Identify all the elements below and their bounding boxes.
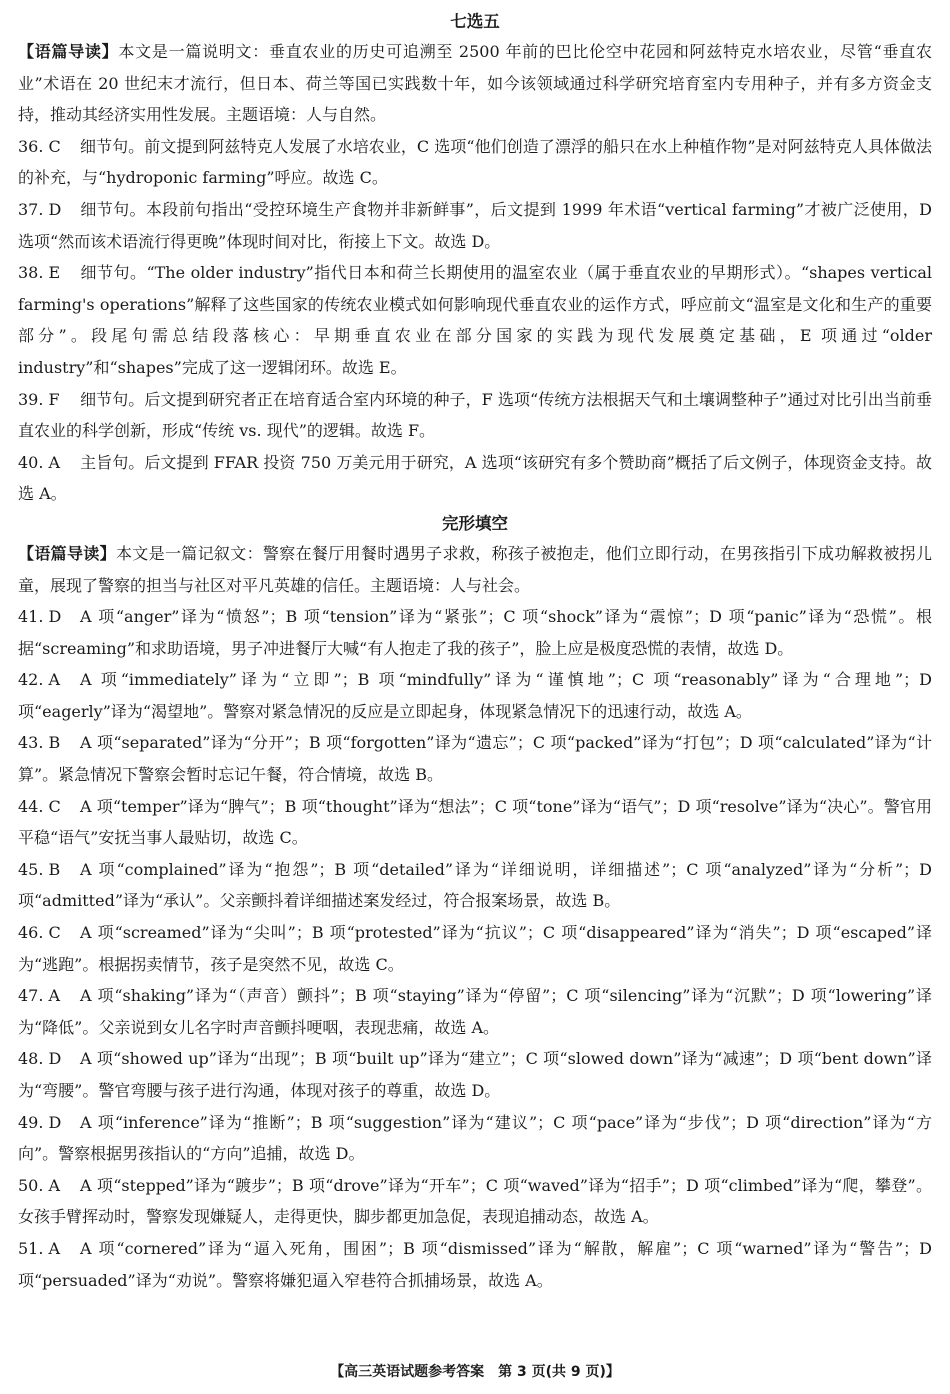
- answer-explanation: A 项“cornered”译为“逼入死角，围困”；B 项“dismissed”译为“解散，解雇”；C 项“warned”译为“警告”；D 项“persuaded”译为“劝说”。警察将嫌犯逼入窄巷符合抓捕场景，故选 A。: [18, 1238, 932, 1290]
- answer-explanation: 细节句。“The older industry”指代日本和荷兰长期使用的温室农业（属于垂直农业的早期形式）。“shapes vertical farming's operations”解释了这些国家的传统农业模式如何影响现代垂直农业的运作方式，呼应前文“温室是文化和生产的重要部分”。段尾句需总结段落核心：早期垂直农业在部分国家的实践为现代发展奠定基础，E 项通过“older industry”和“shapes”完成了这一逻辑闭环。故选 E。: [18, 263, 932, 377]
- section-title-qixuanwu: 七选五: [450, 12, 500, 31]
- answer-number: 39. F: [18, 389, 60, 409]
- answer-number: 41. D: [18, 607, 62, 627]
- answer-item: [18, 1107, 932, 1170]
- answer-item: [18, 917, 932, 980]
- section-title-wanxing: 完形填空: [442, 513, 508, 533]
- answer-explanation: A 项“complained”译为“抱怨”；B 项“detailed”译为“详细说明，详细描述”；C 项“analyzed”译为“分析”；D 项“admitted”译为“承认”。父亲颤抖着详细描述案发经过，符合报案场景，故选 B。: [18, 859, 932, 911]
- answer-item: [18, 1233, 932, 1296]
- answer-explanation: 细节句。前文提到阿兹特克人发展了水培农业，C 选项“他们创造了漂浮的船只在水上种植作物”是对阿兹特克人具体做法的补充，与“hydroponic farming”呼应。故选 C。: [18, 136, 932, 188]
- answer-explanation: A 项“shaking”译为“（声音）颤抖”；B 项“staying”译为“停留”；C 项“silencing”译为“沉默”；D 项“lowering”译为“降低”。父亲说到女儿名字时声音颤抖哽咽，表现悲痛，故选 A。: [18, 986, 932, 1037]
- page-content: [18, 8, 932, 1296]
- answer-number: 48. D: [18, 1049, 62, 1069]
- answer-number: 51. A: [18, 1238, 61, 1258]
- answer-list-wanxing: [18, 601, 932, 1296]
- answer-number: 46. C: [18, 923, 61, 943]
- answer-explanation: 主旨句。后文提到 FFAR 投资 750 万美元用于研究，A 选项“该研究有多个赞助商”概括了后文例子，体现资金支持。故选 A。: [18, 452, 932, 504]
- answer-explanation: 细节句。后文提到研究者正在培育适合室内环境的种子，F 选项“传统方法根据天气和土壤调整种子”通过对比引出当前垂直农业的科学创新，形成“传统 vs. 现代”的逻辑。故选 F。: [18, 389, 932, 441]
- answer-explanation: A 项“separated”译为“分开”；B 项“forgotten”译为“遗忘”；C 项“packed”译为“打包”；D 项“calculated”译为“计算”。紧急情况下警察会暂时忘记午餐，符合情境，故选 B。: [18, 733, 932, 785]
- answer-explanation: A 项“screamed”译为“尖叫”；B 项“protested”译为“抗议”；C 项“disappeared”译为“消失”；D 项“escaped”译为“逃跑”。根据拐卖情节，孩子是突然不见，故选 C。: [18, 923, 932, 974]
- page-footer: 【高三英语试题参考答案 第 3 页(共 9 页)】: [330, 1364, 620, 1380]
- reading-intro: [18, 538, 932, 601]
- answer-explanation: A 项“inference”译为“推断”；B 项“suggestion”译为“建议”；C 项“pace”译为“步伐”；D 项“direction”译为“方向”。警察根据男孩指认的“方向”追捕，故选 D。: [18, 1112, 932, 1164]
- answer-item: [18, 791, 932, 854]
- answer-explanation: A 项“stepped”译为“踱步”；B 项“drove”译为“开车”；C 项“waved”译为“招手”；D 项“climbed”译为“爬，攀登”。女孩手臂挥动时，警察发现嫌疑人，走得更快，脚步都更加急促，表现追捕动态，故选 A。: [18, 1175, 932, 1227]
- answer-explanation: A 项“showed up”译为“出现”；B 项“built up”译为“建立”；C 项“slowed down”译为“减速”；D 项“bent down”译为“弯腰”。警官弯腰与孩子进行沟通，体现对孩子的尊重，故选 D。: [18, 1049, 932, 1100]
- answer-number: 45. B: [18, 859, 61, 879]
- answer-list-qixuanwu: [18, 131, 932, 510]
- answer-number: 43. B: [18, 733, 61, 753]
- answer-item: [18, 384, 932, 447]
- answer-item: [18, 447, 932, 510]
- answer-item: [18, 980, 932, 1043]
- answer-item: [18, 601, 932, 664]
- answer-number: 42. A: [18, 670, 61, 690]
- intro-text: 本文是一篇记叙文：警察在餐厅用餐时遇男子求救，称孩子被抱走，他们立即行动，在男孩指引下成功解救被拐儿童，展现了警察的担当与社区对平凡英雄的信任。主题语境：人与社会。: [18, 543, 932, 595]
- answer-explanation: A 项“temper”译为“脾气”；B 项“thought”译为“想法”；C 项“tone”译为“语气”；D 项“resolve”译为“决心”。警官用平稳“语气”安抚当事人最贴切，故选 C。: [18, 796, 932, 848]
- answer-number: 37. D: [18, 199, 62, 219]
- answer-explanation: 细节句。本段前句指出“受控环境生产食物并非新鲜事”，后文提到 1999 年术语“vertical farming”才被广泛使用，D 选项“然而该术语流行得更晚”体现时间对比，衔接上下文。故选 D。: [18, 199, 932, 251]
- answer-number: 47. A: [18, 986, 61, 1006]
- answer-item: [18, 257, 932, 383]
- answer-number: 50. A: [18, 1175, 61, 1195]
- answer-number: 40. A: [18, 452, 61, 472]
- answer-item: [18, 131, 932, 194]
- answer-number: 38. E: [18, 263, 61, 283]
- answer-number: 49. D: [18, 1112, 62, 1132]
- answer-item: [18, 854, 932, 917]
- intro-text: 本文是一篇说明文：垂直农业的历史可追溯至 2500 年前的巴比伦空中花园和阿兹特克水培农业，尽管“垂直农业”术语在 20 世纪末才流行，但日本、荷兰等国已实践数十年，如今该领域通过科学研究培育室内专用种子，并有多方资金支持，推动其经济实用性发展。主题语境：人与自然。: [18, 42, 932, 125]
- answer-item: [18, 194, 932, 257]
- answer-item: [18, 727, 932, 790]
- answer-number: 36. C: [18, 136, 61, 156]
- answer-item: [18, 1043, 932, 1106]
- intro-label: 【语篇导读】: [18, 543, 116, 563]
- intro-label: 【语篇导读】: [18, 42, 119, 61]
- answer-explanation: A 项“anger”译为“愤怒”；B 项“tension”译为“紧张”；C 项“shock”译为“震惊”；D 项“panic”译为“恐慌”。根据“screaming”和求助语境，男子冲进餐厅大喊“有人抱走了我的孩子”，脸上应是极度恐慌的表情，故选 D。: [18, 607, 932, 658]
- answer-item: [18, 664, 932, 727]
- answer-item: [18, 1170, 932, 1233]
- reading-intro: [18, 36, 932, 131]
- answer-explanation: A 项“immediately”译为“立即”；B 项“mindfully”译为“谨慎地”；C 项“reasonably”译为“合理地”；D 项“eagerly”译为“渴望地”。警察对紧急情况的反应是立即起身，体现紧急情况下的迅速行动，故选 A。: [18, 670, 932, 721]
- answer-number: 44. C: [18, 796, 61, 816]
